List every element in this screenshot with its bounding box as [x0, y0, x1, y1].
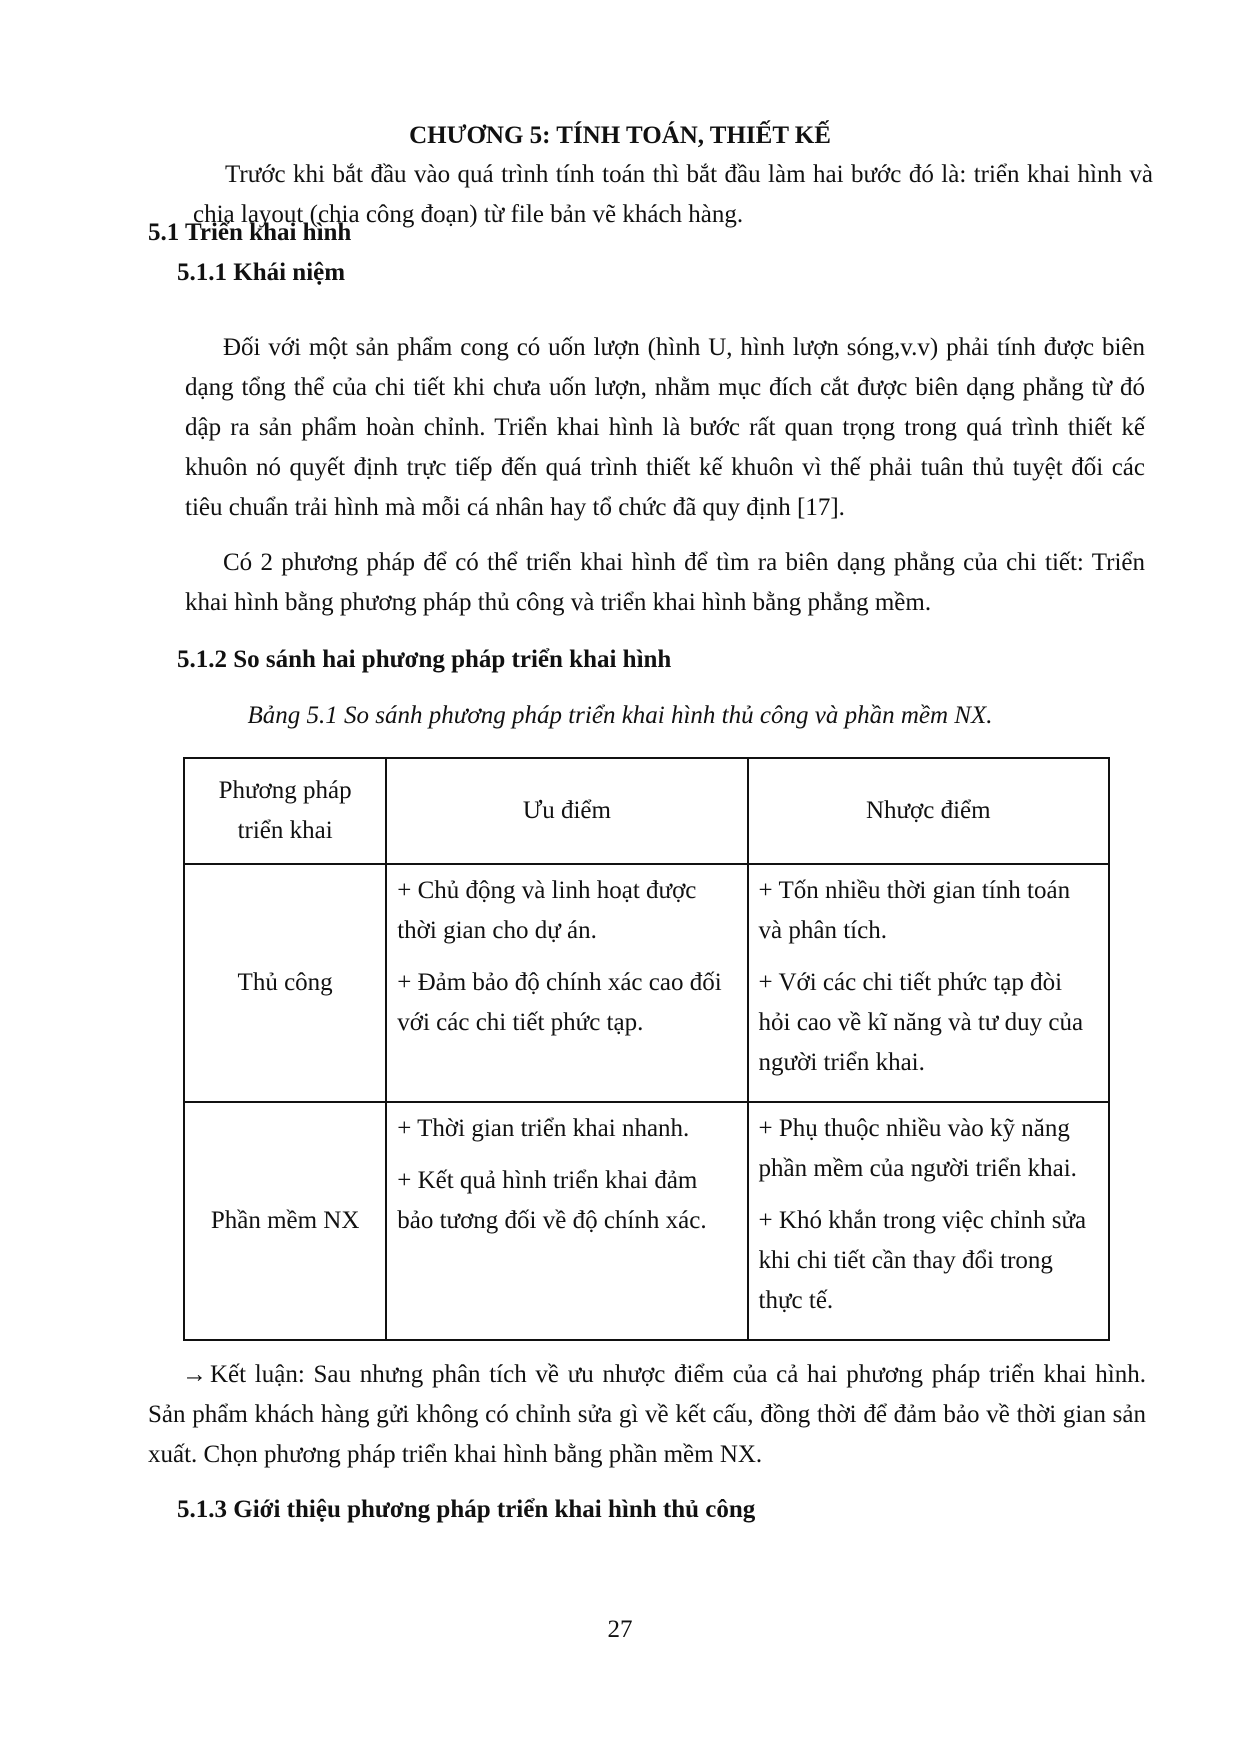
cons-cell [748, 1102, 1109, 1340]
pros-item: + Chủ động và linh hoạt được thời gian cho dự án. [397, 877, 697, 944]
pros-item: + Thời gian triển khai nhanh. [397, 1115, 690, 1142]
section-heading-5-1: 5.1 Triển khai hình [148, 219, 352, 246]
table-row [184, 864, 1109, 1102]
header-method: Phương pháp triển khai [184, 758, 386, 864]
intro-paragraph: Trước khi bắt đầu vào quá trình tính toán thì bắt đầu làm hai bước đó là: triển khai hình và chia layout (chia công đoạn) từ file bản vẽ khách hàng. [193, 161, 1153, 228]
cons-item: + Với các chi tiết phức tạp đòi hỏi cao về kĩ năng và tư duy của người triển khai. [758, 969, 1084, 1076]
cons-item: + Phụ thuộc nhiều vào kỹ năng phần mềm của người triển khai. [758, 1115, 1077, 1182]
method-cell: Phần mềm NX [184, 1102, 386, 1340]
methods-paragraph: Có 2 phương pháp để có thể triển khai hình để tìm ra biên dạng phẳng của chi tiết: Triển khai hình bằng phương pháp thủ công và triển khai hình bằng phẳng mềm. [185, 549, 1145, 616]
cons-cell [748, 864, 1109, 1102]
method-cell: Thủ công [184, 864, 386, 1102]
chapter-title: CHƯƠNG 5: TÍNH TOÁN, THIẾT KẾ [409, 122, 831, 149]
conclusion-paragraph [148, 1355, 1146, 1475]
pros-cell [386, 864, 747, 1102]
header-pros: Ưu điểm [386, 758, 747, 864]
table-row [184, 1102, 1109, 1340]
header-cons: Nhược điểm [748, 758, 1109, 864]
pros-item: + Kết quả hình triển khai đảm bảo tương đối về độ chính xác. [397, 1167, 707, 1234]
arrow-icon: → [182, 1361, 207, 1388]
section-heading-5-1-3: 5.1.3 Giới thiệu phương pháp triển khai hình thủ công [177, 1496, 756, 1523]
conclusion-text: Kết luận: Sau nhưng phân tích về ưu nhược điểm của cả hai phương pháp triển khai hình. Sản phẩm khách hàng gửi không có chỉnh sửa gì về kết cấu, đồng thời để đảm bảo về thời gian sản xuất. Chọn phương pháp triển khai hình bằng phần mềm NX. [148, 1361, 1146, 1468]
cons-item: + Tốn nhiều thời gian tính toán và phân tích. [758, 877, 1071, 944]
concept-paragraph: Đối với một sản phẩm cong có uốn lượn (hình U, hình lượn sóng,v.v) phải tính được biên dạng tổng thể của chi tiết khi chưa uốn lượn, nhằm mục đích cắt được biên dạng phẳng từ đó dập ra sản phẩm hoàn chỉnh. Triển khai hình là bước rất quan trọng trong quá trình thiết kế khuôn nó quyết định trực tiếp đến quá trình thiết kế khuôn vì thế phải tuân thủ tuyệt đối các tiêu chuẩn trải hình mà mỗi cá nhân hay tổ chức đã quy định [17]. [185, 334, 1145, 521]
section-heading-5-1-1: 5.1.1 Khái niệm [177, 259, 346, 286]
pros-item: + Đảm bảo độ chính xác cao đối với các chi tiết phức tạp. [397, 969, 722, 1036]
pros-cell [386, 1102, 747, 1340]
page-number: 27 [607, 1616, 633, 1643]
section-heading-5-1-2: 5.1.2 So sánh hai phương pháp triển khai hình [177, 646, 672, 673]
table-header-row [184, 758, 1109, 864]
table-caption: Bảng 5.1 So sánh phương pháp triển khai hình thủ công và phần mềm NX. [247, 702, 993, 729]
cons-item: + Khó khắn trong việc chỉnh sửa khi chi tiết cần thay đổi trong thực tế. [758, 1207, 1087, 1314]
comparison-table [183, 757, 1110, 1341]
